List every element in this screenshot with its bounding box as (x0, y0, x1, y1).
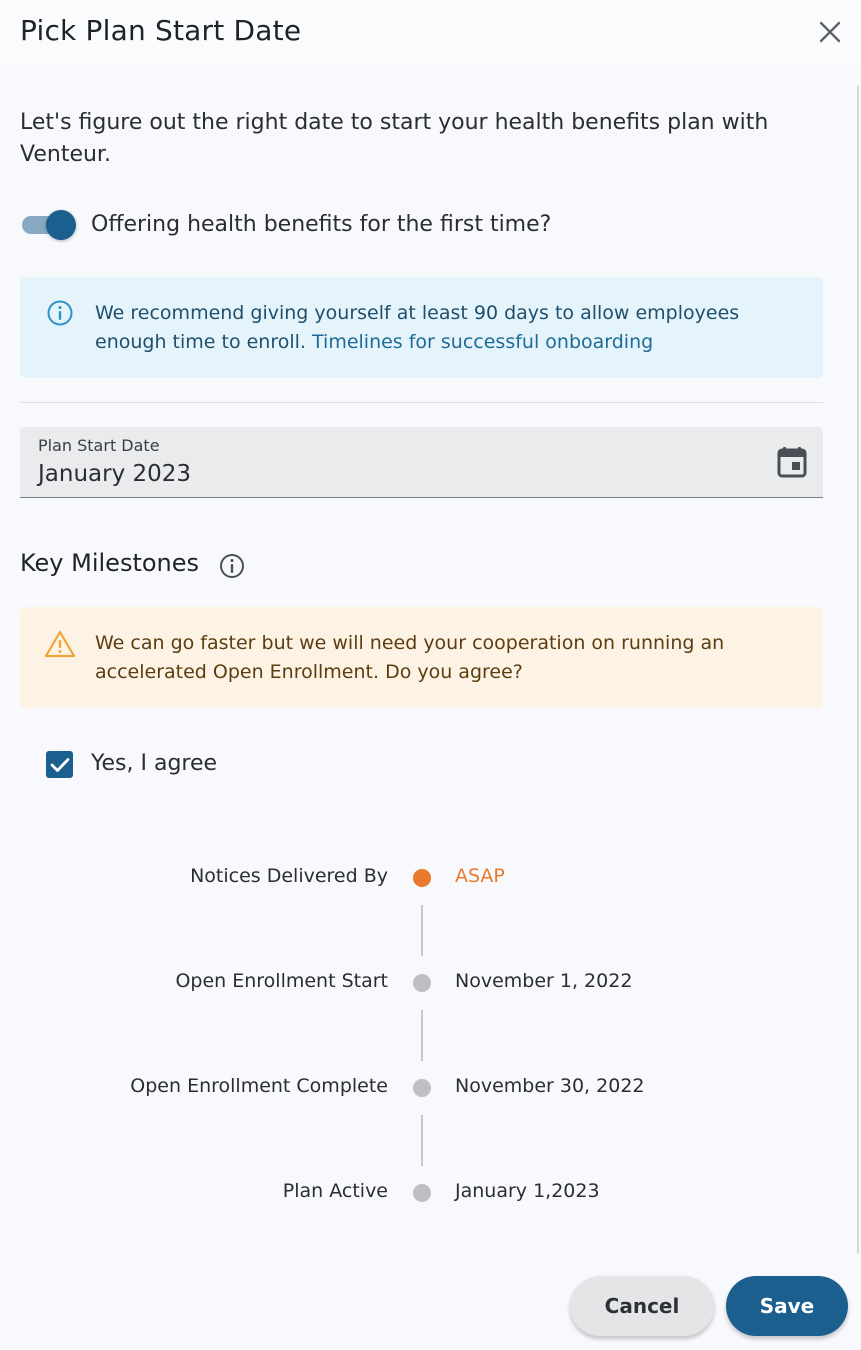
info-banner-message: We recommend giving yourself at least 90 days to allow employees enough time to enroll. (95, 302, 740, 353)
info-banner-text (95, 299, 795, 357)
close-icon (819, 21, 841, 43)
close-button[interactable] (812, 14, 848, 50)
toggle-label: Offering health benefits for the first time? (91, 212, 552, 237)
divider (20, 402, 823, 403)
plan-start-date-value[interactable]: January 2023 (38, 461, 192, 487)
first-time-toggle[interactable] (22, 210, 78, 240)
key-milestones-title: Key Milestones (20, 549, 200, 577)
save-button[interactable]: Save (726, 1276, 848, 1336)
calendar-icon[interactable] (776, 445, 808, 479)
info-banner (20, 277, 823, 378)
milestone-label: Open Enrollment Complete (130, 1075, 388, 1097)
milestone-dot (413, 1079, 431, 1097)
milestone-dot (413, 974, 431, 992)
warning-icon (44, 629, 76, 659)
warning-banner (20, 607, 823, 708)
agree-checkbox-label[interactable]: Yes, I agree (91, 751, 218, 776)
info-icon[interactable] (218, 552, 246, 580)
toggle-thumb (46, 210, 76, 240)
plan-start-date-field[interactable] (20, 427, 823, 498)
plan-start-date-label: Plan Start Date (38, 436, 160, 455)
onboarding-timelines-link[interactable]: Timelines for successful onboarding (312, 331, 654, 353)
milestone-label: Open Enrollment Start (175, 970, 388, 992)
info-icon (46, 299, 74, 327)
milestone-connector (421, 905, 423, 956)
scrollbar[interactable] (857, 86, 859, 1254)
milestone-value: January 1,2023 (455, 1180, 600, 1202)
milestone-label: Plan Active (282, 1180, 388, 1202)
milestone-dot (413, 1184, 431, 1202)
agree-checkbox[interactable] (46, 751, 73, 778)
warning-banner-text: We can go faster but we will need your cooperation on running an accelerated Open Enrollment. Do you agree? (95, 632, 725, 683)
milestone-value: November 1, 2022 (455, 970, 633, 992)
intro-text: Let's figure out the right date to start your health benefits plan with Venteur. (20, 110, 769, 167)
milestone-connector (421, 1010, 423, 1061)
milestone-label: Notices Delivered By (190, 865, 388, 887)
milestone-dot-active (413, 869, 431, 887)
cancel-button[interactable]: Cancel (570, 1276, 714, 1336)
milestone-connector (421, 1115, 423, 1166)
dialog-title: Pick Plan Start Date (20, 14, 302, 47)
check-icon (50, 757, 70, 773)
milestone-value: November 30, 2022 (455, 1075, 645, 1097)
dialog-header (0, 0, 861, 66)
milestone-value: ASAP (455, 865, 505, 887)
